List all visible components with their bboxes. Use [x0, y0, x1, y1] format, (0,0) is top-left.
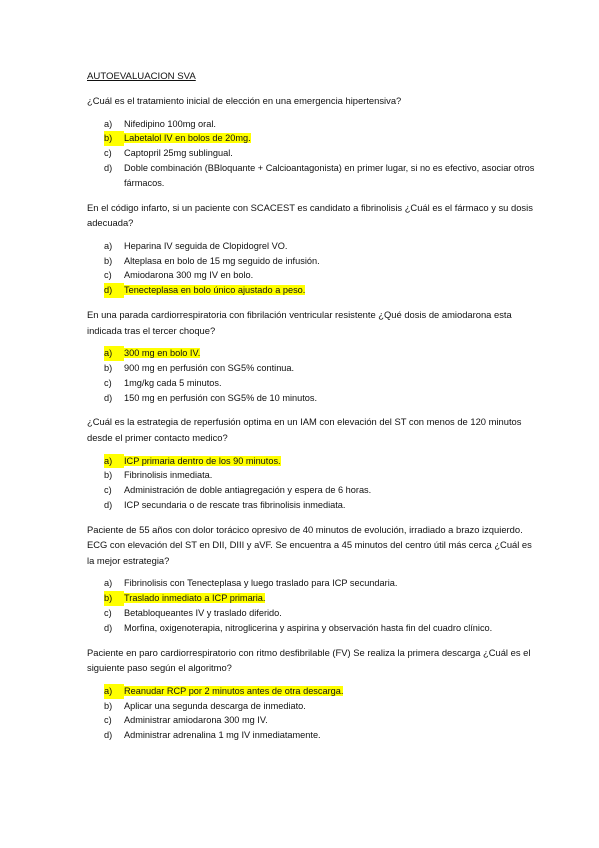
- option-text: Aplicar una segunda descarga de inmediato.: [124, 700, 306, 711]
- options-list: [87, 684, 539, 743]
- question-3: [87, 307, 539, 405]
- option-letter: d): [104, 622, 113, 633]
- question-text: En el código infarto, si un paciente con SCACEST es candidato a fibrinolisis ¿Cuál es el fármaco y su dosis adecuada?: [87, 201, 533, 229]
- option-letter: a): [104, 454, 124, 469]
- option-text: Administrar adrenalina 1 mg IV inmediatamente.: [124, 730, 321, 741]
- option-text-highlighted: Tenecteplasa en bolo único ajustado a peso.: [124, 285, 306, 296]
- option-text-highlighted: Traslado inmediato a ICP primaria.: [124, 593, 266, 604]
- option-letter: d): [104, 730, 113, 741]
- document-title: AUTOEVALUACION SVA: [87, 71, 196, 82]
- question-2: [87, 200, 539, 298]
- option-text: Morfina, oxigenoterapia, nitroglicerina y aspirina y observación hasta fin del cuadro clínico.: [124, 622, 493, 633]
- option-letter: d): [104, 392, 113, 403]
- option-letter: c): [104, 148, 112, 159]
- option-letter: b): [104, 470, 113, 481]
- option-d: [104, 391, 539, 406]
- option-c: [104, 268, 539, 283]
- question-text: Paciente en paro cardiorrespiratorio con ritmo desfibrilable (FV) Se realiza la primera descarga ¿Cuál es el siguiente paso según el algoritmo?: [87, 646, 531, 674]
- option-text: Fibrinolisis inmediata.: [124, 470, 213, 481]
- options-list: [87, 576, 539, 635]
- option-letter: a): [104, 346, 124, 361]
- option-text: 900 mg en perfusión con SG5% continua.: [124, 362, 295, 373]
- question-6: [87, 645, 539, 743]
- option-letter: a): [104, 240, 113, 251]
- option-letter: c): [104, 377, 112, 388]
- option-text: Fibrinolisis con Tenecteplasa y luego traslado para ICP secundaria.: [124, 578, 398, 589]
- option-letter: b): [104, 591, 124, 606]
- option-letter: c): [104, 270, 112, 281]
- question-1: [87, 93, 539, 191]
- option-b: [104, 254, 539, 269]
- option-letter: b): [104, 362, 113, 373]
- options-list: [87, 346, 539, 405]
- option-b: [104, 468, 539, 483]
- question-text: En una parada cardiorrespiratoria con fibrilación ventricular resistente ¿Qué dosis de amiodarona esta indicada tras el tercer choque?: [87, 308, 512, 336]
- option-b: [104, 591, 539, 606]
- option-letter: a): [104, 684, 124, 699]
- question-5: [87, 522, 539, 636]
- option-text: Captopril 25mg sublingual.: [124, 148, 233, 159]
- option-letter: b): [104, 700, 113, 711]
- option-letter: c): [104, 608, 112, 619]
- question-4: [87, 414, 539, 512]
- option-text-highlighted: Reanudar RCP por 2 minutos antes de otra descarga.: [124, 685, 344, 696]
- option-text: Doble combinación (BBloquante + Calcioantagonista) en primer lugar, si no es efectivo, asociar otros fármacos.: [124, 162, 535, 188]
- option-d: [104, 621, 539, 636]
- option-text: 150 mg en perfusión con SG5% de 10 minutos.: [124, 392, 318, 403]
- option-letter: d): [104, 283, 124, 298]
- question-text: ¿Cuál es la estrategia de reperfusión optima en un IAM con elevación del ST con menos de 120 minutos desde el primer contacto medico?: [87, 416, 522, 443]
- option-text: Administración de doble antiagregación y espera de 6 horas.: [124, 485, 372, 496]
- option-a: [104, 346, 539, 361]
- option-a: [104, 454, 539, 469]
- option-letter: d): [104, 499, 113, 510]
- option-a: [104, 684, 539, 699]
- option-text: 1mg/kg cada 5 minutos.: [124, 377, 222, 388]
- option-b: [104, 361, 539, 376]
- option-a: [104, 576, 539, 591]
- option-text-highlighted: 300 mg en bolo IV.: [124, 348, 201, 359]
- option-text-highlighted: ICP primaria dentro de los 90 minutos.: [124, 455, 281, 466]
- option-a: [104, 239, 539, 254]
- option-letter: a): [104, 118, 113, 129]
- option-c: [104, 146, 539, 161]
- question-text: Paciente de 55 años con dolor torácico opresivo de 40 minutos de evolución, irradiado a brazo izquierdo. ECG con elevación del ST en DII, DIII y aVF. Se encuentra a 45 minutos del centro útil más cerca ¿Cuál es la mejor estrategia?: [87, 523, 532, 566]
- options-list: [87, 117, 539, 191]
- option-text: Alteplasa en bolo de 15 mg seguido de infusión.: [124, 255, 320, 266]
- option-letter: c): [104, 715, 112, 726]
- option-c: [104, 376, 539, 391]
- option-d: [104, 498, 539, 513]
- option-text-highlighted: Labetalol IV en bolos de 20mg.: [124, 133, 251, 144]
- option-letter: c): [104, 485, 112, 496]
- option-letter: d): [104, 162, 113, 173]
- option-letter: a): [104, 578, 113, 589]
- option-d: [104, 728, 539, 743]
- options-list: [87, 454, 539, 513]
- option-c: [104, 483, 539, 498]
- option-d: [104, 283, 539, 298]
- option-c: [104, 606, 539, 621]
- option-text: ICP secundaria o de rescate tras fibrinolisis inmediata.: [124, 499, 346, 510]
- option-text: Amiodarona 300 mg IV en bolo.: [124, 270, 254, 281]
- question-text: ¿Cuál es el tratamiento inicial de elección en una emergencia hipertensiva?: [87, 95, 402, 106]
- option-letter: b): [104, 255, 113, 266]
- option-text: Heparina IV seguida de Clopidogrel VO.: [124, 240, 288, 251]
- option-a: [104, 117, 539, 132]
- option-d: [104, 161, 539, 191]
- option-text: Betabloqueantes IV y traslado diferido.: [124, 608, 282, 619]
- option-c: [104, 713, 539, 728]
- option-b: [104, 699, 539, 714]
- options-list: [87, 239, 539, 298]
- option-letter: b): [104, 131, 124, 146]
- option-b: [104, 131, 539, 146]
- option-text: Administrar amiodarona 300 mg IV.: [124, 715, 268, 726]
- option-text: Nifedipino 100mg oral.: [124, 118, 216, 129]
